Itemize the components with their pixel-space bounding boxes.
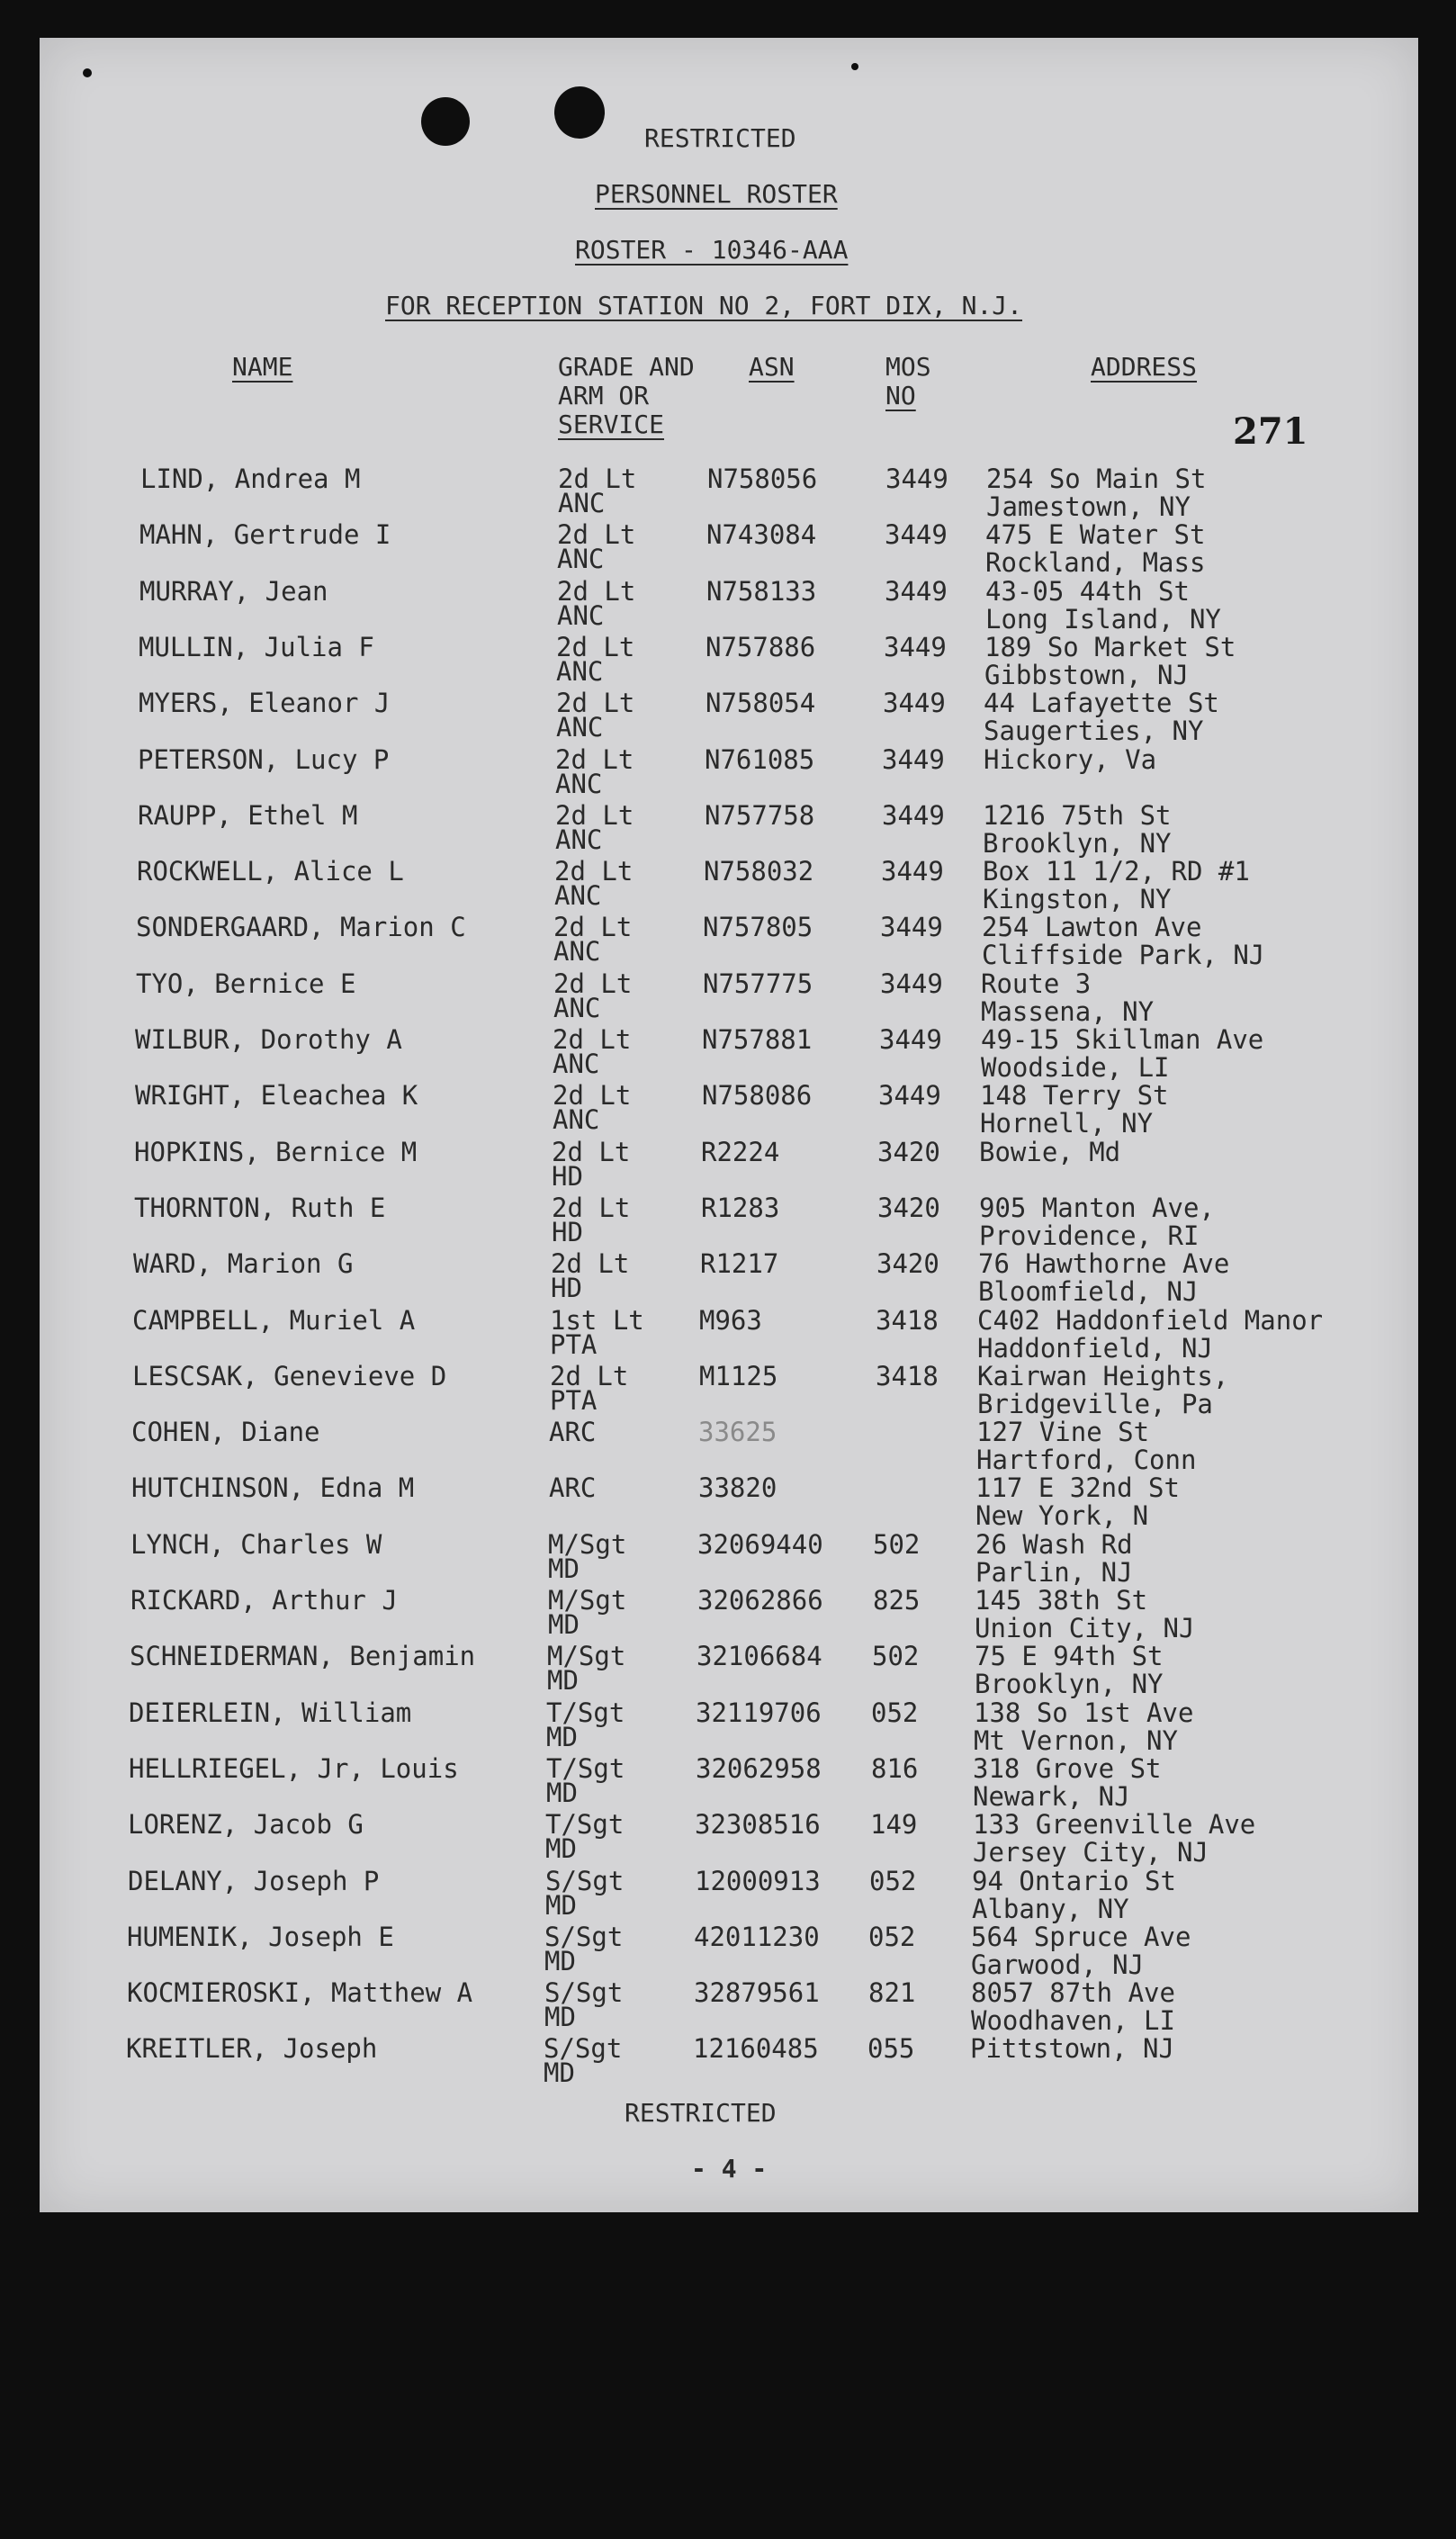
asn-cell: N758032	[704, 856, 814, 887]
punch-hole-left	[421, 97, 470, 146]
mos-cell: 3449	[883, 688, 946, 718]
address-line-1: 189 So Market St	[984, 632, 1236, 662]
address-line-2: Cliffside Park, NJ	[982, 940, 1265, 970]
mos-cell: 3420	[877, 1193, 940, 1223]
asn-cell: 33820	[698, 1472, 777, 1503]
name-cell: HUMENIK, Joseph E	[127, 1922, 394, 1952]
address-line-2: Massena, NY	[981, 996, 1155, 1027]
asn-cell: 32062958	[696, 1753, 822, 1784]
mos-cell: 502	[872, 1641, 920, 1671]
arm-cell: ANC	[553, 993, 601, 1023]
asn-cell: N758133	[706, 576, 817, 607]
address-line-1: 254 So Main St	[986, 464, 1207, 494]
mos-cell: 052	[871, 1697, 919, 1728]
name-cell: WILBUR, Dorothy A	[135, 1024, 402, 1055]
table-row	[40, 1307, 1418, 1363]
mos-cell: 3449	[882, 744, 945, 775]
table-row	[40, 465, 1418, 521]
arm-cell: ANC	[553, 936, 601, 967]
grade-cell: 2d Lt	[551, 1248, 630, 1279]
asn-cell: N757805	[703, 912, 813, 942]
address-line-1: C402 Haddonfield Manor	[977, 1305, 1324, 1336]
asn-cell: R1283	[701, 1193, 780, 1223]
arm-cell: HD	[552, 1217, 583, 1247]
address-line-1: Kairwan Heights,	[977, 1361, 1229, 1391]
column-header-mos-1: MOS	[885, 352, 931, 382]
address-line-1: 475 E Water St	[985, 519, 1206, 550]
grade-cell: 1st Lt	[550, 1305, 644, 1336]
table-row	[40, 1026, 1418, 1082]
grade-cell: ARC	[549, 1472, 597, 1503]
name-cell: KREITLER, Joseph	[126, 2033, 378, 2064]
name-cell: SCHNEIDERMAN, Benjamin	[130, 1641, 476, 1671]
grade-cell: S/Sgt	[544, 1977, 624, 2008]
address-line-2: Woodhaven, LI	[971, 2005, 1175, 2036]
address-line-1: Pittstown, NJ	[970, 2033, 1174, 2064]
table-row	[40, 858, 1418, 914]
arm-cell: PTA	[550, 1385, 598, 1416]
name-cell: HUTCHINSON, Edna M	[131, 1472, 415, 1503]
address-line-2: Woodside, LI	[981, 1052, 1170, 1083]
address-line-2: Hartford, Conn	[976, 1445, 1197, 1475]
asn-cell: 32062866	[697, 1585, 823, 1616]
arm-cell: MD	[546, 1778, 578, 1808]
address-line-2: Brooklyn, NY	[983, 828, 1172, 859]
name-cell: HOPKINS, Bernice M	[134, 1137, 418, 1167]
address-line-2: Rockland, Mass	[985, 547, 1206, 578]
name-cell: COHEN, Diane	[131, 1417, 320, 1447]
mos-cell: 3449	[881, 856, 944, 887]
grade-cell: 2d Lt	[558, 464, 637, 494]
name-cell: MYERS, Eleanor J	[139, 688, 391, 718]
asn-cell: 32106684	[697, 1641, 822, 1671]
arm-cell: ANC	[555, 769, 603, 799]
asn-cell: 32879561	[694, 1977, 820, 2008]
asn-cell: R2224	[701, 1137, 780, 1167]
address-line-1: Hickory, Va	[984, 744, 1157, 775]
name-cell: LYNCH, Charles W	[130, 1529, 382, 1560]
address-line-2: Providence, RI	[979, 1220, 1200, 1251]
address-line-1: 117 E 32nd St	[975, 1472, 1180, 1503]
table-row	[40, 1250, 1418, 1306]
grade-cell: 2d Lt	[555, 744, 634, 775]
grade-cell: 2d Lt	[553, 968, 633, 999]
grade-cell: 2d Lt	[552, 1137, 631, 1167]
table-row	[40, 1699, 1418, 1755]
address-line-2: Newark, NJ	[973, 1781, 1130, 1812]
grade-cell: M/Sgt	[548, 1529, 627, 1560]
asn-cell: N757886	[706, 632, 816, 662]
grade-cell: 2d Lt	[553, 1080, 632, 1111]
mos-cell: 3449	[880, 968, 943, 999]
name-cell: TYO, Bernice E	[136, 968, 356, 999]
address-line-2: Haddonfield, NJ	[977, 1333, 1213, 1364]
table-row	[40, 1082, 1418, 1138]
arm-cell: ANC	[556, 656, 604, 687]
address-line-2: Saugerties, NY	[984, 716, 1204, 746]
asn-cell: N758054	[706, 688, 816, 718]
asn-cell: 32119706	[696, 1697, 822, 1728]
name-cell: MAHN, Gertrude I	[139, 519, 391, 550]
address-line-2: Gibbstown, NJ	[984, 660, 1189, 690]
asn-cell: 32308516	[695, 1809, 821, 1840]
grade-cell: S/Sgt	[544, 2033, 623, 2064]
grade-cell: 2d Lt	[550, 1361, 629, 1391]
arm-cell: ANC	[554, 880, 602, 911]
mos-cell: 3418	[876, 1361, 939, 1391]
grade-cell: T/Sgt	[546, 1753, 625, 1784]
table-row	[40, 914, 1418, 969]
arm-cell: ANC	[557, 600, 605, 631]
name-cell: LIND, Andrea M	[140, 464, 361, 494]
mos-cell: 3449	[878, 1080, 941, 1111]
arm-cell: HD	[551, 1273, 582, 1303]
table-row	[40, 1194, 1418, 1250]
address-line-2: Bridgeville, Pa	[977, 1389, 1213, 1419]
table-row	[40, 1474, 1418, 1530]
mos-cell: 3449	[885, 519, 948, 550]
address-line-2: Jersey City, NJ	[973, 1837, 1209, 1868]
mos-cell: 3449	[880, 912, 943, 942]
table-row	[40, 746, 1418, 802]
address-line-1: 148 Terry St	[980, 1080, 1169, 1111]
grade-cell: 2d Lt	[557, 519, 636, 550]
name-cell: RICKARD, Arthur J	[130, 1585, 398, 1616]
grade-cell: 2d Lt	[557, 576, 636, 607]
name-cell: SONDERGAARD, Marion C	[136, 912, 466, 942]
arm-cell: ANC	[553, 1049, 600, 1079]
address-line-2: Parlin, NJ	[975, 1557, 1133, 1588]
column-header-mos-2: NO	[885, 381, 916, 410]
address-line-2: Brooklyn, NY	[975, 1669, 1164, 1699]
name-cell: LESCSAK, Genevieve D	[132, 1361, 447, 1391]
document-page	[40, 38, 1418, 2212]
name-cell: RAUPP, Ethel M	[138, 800, 358, 831]
table-row	[40, 970, 1418, 1026]
asn-cell: N757775	[703, 968, 813, 999]
address-line-1: 49-15 Skillman Ave	[981, 1024, 1264, 1055]
arm-cell: HD	[552, 1161, 583, 1192]
address-line-2: Hornell, NY	[980, 1108, 1154, 1139]
address-line-2: Union City, NJ	[975, 1613, 1195, 1643]
arm-cell: MD	[548, 1553, 580, 1584]
column-header-asn: ASN	[749, 352, 795, 382]
address-line-1: 138 So 1st Ave	[974, 1697, 1194, 1728]
column-header-grade-3: SERVICE	[558, 410, 665, 439]
arm-cell: ANC	[558, 488, 606, 518]
grade-cell: ARC	[549, 1417, 597, 1447]
asn-cell: N761085	[705, 744, 815, 775]
name-cell: WARD, Marion G	[133, 1248, 354, 1279]
classification-bottom: RESTRICTED	[625, 2098, 777, 2128]
arm-cell: MD	[545, 1833, 577, 1864]
grade-cell: S/Sgt	[544, 1922, 624, 1952]
table-row	[40, 578, 1418, 634]
address-line-1: 8057 87th Ave	[971, 1977, 1175, 2008]
arm-cell: MD	[548, 1609, 580, 1640]
address-line-2: Mt Vernon, NY	[974, 1725, 1178, 1756]
mos-cell: 3420	[877, 1137, 940, 1167]
column-header-name: NAME	[232, 352, 293, 382]
arm-cell: MD	[544, 2002, 576, 2032]
name-cell: ROCKWELL, Alice L	[137, 856, 404, 887]
mos-cell: 502	[873, 1529, 921, 1560]
table-row	[40, 1139, 1418, 1194]
punch-hole-center	[554, 86, 605, 139]
paper-mark	[851, 63, 858, 70]
name-cell: PETERSON, Lucy P	[138, 744, 390, 775]
address-line-1: Box 11 1/2, RD #1	[983, 856, 1250, 887]
table-row	[40, 689, 1418, 745]
column-header-grade-1: GRADE AND	[558, 352, 695, 382]
asn-cell: R1217	[700, 1248, 779, 1279]
grade-cell: S/Sgt	[545, 1866, 625, 1896]
column-header-address: ADDRESS	[1091, 352, 1198, 382]
table-row	[40, 1755, 1418, 1811]
name-cell: MURRAY, Jean	[139, 576, 328, 607]
address-line-2: Albany, NY	[972, 1894, 1129, 1924]
column-header-grade-2: ARM OR	[558, 381, 650, 410]
address-line-2: Kingston, NY	[983, 884, 1172, 914]
table-row	[40, 1418, 1418, 1474]
address-line-1: 318 Grove St	[973, 1753, 1162, 1784]
grade-cell: 2d Lt	[554, 856, 634, 887]
name-cell: MULLIN, Julia F	[139, 632, 374, 662]
asn-cell: N743084	[706, 519, 817, 550]
table-row	[40, 802, 1418, 858]
address-line-1: 145 38th St	[975, 1585, 1148, 1616]
grade-cell: M/Sgt	[548, 1585, 627, 1616]
asn-cell: 12160485	[693, 2033, 819, 2064]
asn-cell: N757881	[702, 1024, 813, 1055]
address-line-1: 26 Wash Rd	[975, 1529, 1133, 1560]
address-line-2: Jamestown, NY	[986, 491, 1191, 522]
roster-id: ROSTER - 10346-AAA	[575, 235, 849, 265]
address-line-2: Garwood, NJ	[971, 1949, 1145, 1980]
classification-top: RESTRICTED	[644, 123, 796, 153]
table-row	[40, 2035, 1418, 2091]
grade-cell: T/Sgt	[546, 1697, 625, 1728]
arm-cell: MD	[544, 1946, 576, 1976]
name-cell: WRIGHT, Eleachea K	[135, 1080, 418, 1111]
mos-cell: 055	[867, 2033, 915, 2064]
table-row	[40, 1643, 1418, 1698]
table-row	[40, 1868, 1418, 1923]
paper-mark	[83, 68, 92, 77]
table-row	[40, 521, 1418, 577]
arm-cell: MD	[545, 1890, 577, 1921]
mos-cell: 149	[870, 1809, 918, 1840]
grade-cell: T/Sgt	[545, 1809, 625, 1840]
grade-cell: 2d Lt	[556, 632, 635, 662]
address-line-1: 127 Vine St	[976, 1417, 1150, 1447]
asn-cell: M1125	[699, 1361, 778, 1391]
arm-cell: PTA	[550, 1329, 598, 1360]
mos-cell: 3449	[882, 800, 945, 831]
name-cell: DEIERLEIN, William	[129, 1697, 412, 1728]
mos-cell: 825	[873, 1585, 921, 1616]
address-line-1: 43-05 44th St	[985, 576, 1190, 607]
arm-cell: MD	[546, 1722, 578, 1752]
mos-cell: 052	[869, 1866, 917, 1896]
stamp-number: 271	[1233, 410, 1308, 453]
asn-cell: 33625	[698, 1417, 777, 1447]
name-cell: HELLRIEGEL, Jr, Louis	[129, 1753, 459, 1784]
table-row	[40, 1531, 1418, 1587]
table-row	[40, 1587, 1418, 1643]
name-cell: LORENZ, Jacob G	[128, 1809, 364, 1840]
mos-cell: 052	[868, 1922, 916, 1952]
arm-cell: ANC	[555, 824, 603, 855]
address-line-1: 94 Ontario St	[972, 1866, 1176, 1896]
table-row	[40, 634, 1418, 689]
asn-cell: N758056	[707, 464, 818, 494]
address-line-1: 254 Lawton Ave	[982, 912, 1202, 942]
asn-cell: N758086	[702, 1080, 813, 1111]
mos-cell: 3449	[879, 1024, 942, 1055]
mos-cell: 3449	[885, 464, 948, 494]
page-number: - 4 -	[691, 2154, 768, 2183]
name-cell: DELANY, Joseph P	[128, 1866, 380, 1896]
grade-cell: 2d Lt	[555, 800, 634, 831]
address-line-1: 133 Greenville Ave	[973, 1809, 1256, 1840]
mos-cell: 3449	[885, 576, 948, 607]
mos-cell: 3418	[876, 1305, 939, 1336]
address-line-1: 44 Lafayette St	[984, 688, 1219, 718]
station-line: FOR RECEPTION STATION NO 2, FORT DIX, N.J.	[385, 291, 1023, 320]
address-line-2: Bloomfield, NJ	[978, 1276, 1199, 1307]
arm-cell: ANC	[556, 712, 604, 743]
grade-cell: 2d Lt	[553, 1024, 632, 1055]
mos-cell: 816	[871, 1753, 919, 1784]
name-cell: CAMPBELL, Muriel A	[132, 1305, 416, 1336]
address-line-1: 75 E 94th St	[975, 1641, 1164, 1671]
asn-cell: 12000913	[695, 1866, 821, 1896]
asn-cell: N757758	[705, 800, 815, 831]
table-row	[40, 1923, 1418, 1979]
mos-cell: 821	[868, 1977, 916, 2008]
asn-cell: 32069440	[697, 1529, 823, 1560]
address-line-2: Long Island, NY	[985, 604, 1221, 635]
arm-cell: MD	[544, 2057, 575, 2088]
name-cell: KOCMIEROSKI, Matthew A	[127, 1977, 473, 2008]
table-row	[40, 1811, 1418, 1867]
grade-cell: M/Sgt	[547, 1641, 626, 1671]
address-line-1: 905 Manton Ave,	[979, 1193, 1215, 1223]
table-row	[40, 1979, 1418, 2035]
address-line-2: New York, N	[975, 1500, 1149, 1531]
arm-cell: ANC	[557, 544, 605, 574]
asn-cell: M963	[699, 1305, 762, 1336]
asn-cell: 42011230	[694, 1922, 820, 1952]
address-line-1: 76 Hawthorne Ave	[978, 1248, 1230, 1279]
document-title: PERSONNEL ROSTER	[595, 179, 838, 209]
address-line-1: Bowie, Md	[979, 1137, 1121, 1167]
address-line-1: 1216 75th St	[983, 800, 1172, 831]
arm-cell: ANC	[553, 1104, 600, 1135]
mos-cell: 3449	[884, 632, 947, 662]
table-row	[40, 1363, 1418, 1418]
arm-cell: MD	[547, 1665, 579, 1696]
grade-cell: 2d Lt	[556, 688, 635, 718]
mos-cell: 3420	[876, 1248, 939, 1279]
grade-cell: 2d Lt	[552, 1193, 631, 1223]
name-cell: THORNTON, Ruth E	[134, 1193, 386, 1223]
address-line-1: Route 3	[981, 968, 1092, 999]
grade-cell: 2d Lt	[553, 912, 633, 942]
address-line-1: 564 Spruce Ave	[971, 1922, 1191, 1952]
